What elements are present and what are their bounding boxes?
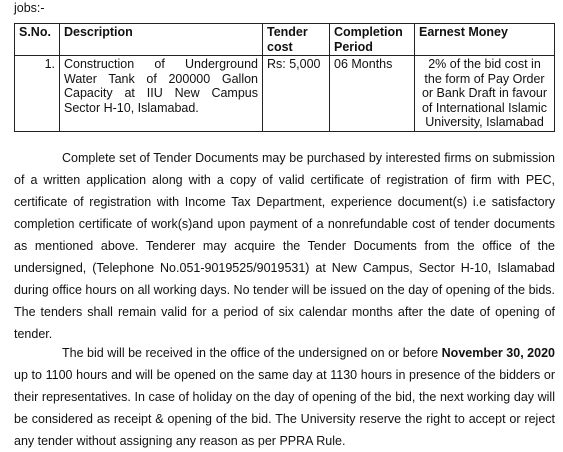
table-header-row xyxy=(15,24,555,56)
bid-submission-paragraph xyxy=(14,342,555,452)
header-completion-period: Completion Period xyxy=(330,24,415,56)
cell-description: Construction of Underground Water Tank of 200000 Gallon Capacity at IIU New Campus Sector H-10, Islamabad. xyxy=(60,56,263,132)
table-row xyxy=(15,56,555,132)
bid-details-text: up to 1100 hours and will be opened on the same day at 1130 hours in presence of the bidders or their representatives. In case of holiday on the day of opening of the bid, the next working day will be considered as receipt & opening of the bid. The University reserve the right to accept or reject any tender without assigning any reason as per PPRA Rule. xyxy=(14,368,555,448)
tender-table xyxy=(14,23,555,132)
tender-documents-paragraph: Complete set of Tender Documents may be purchased by interested firms on submission of a written application along with a copy of valid certificate of registration of firm with PEC, certificate of registration with Income Tax Department, experience document(s) i.e satisfactory completion certificate of work(s)and upon payment of a nonrefundable cost of tender documents as mentioned above. Tenderer may acquire the Tender Documents from the office of the undersigned, (Telephone No.051-9019525/9019531) at New Campus, Sector H-10, Islamabad during office hours on all working days. No tender will be issued on the day of opening of the bids. The tenders shall remain valid for a period of six calendar months after the date of opening of tender. xyxy=(14,151,555,341)
bid-intro-text: The bid will be received in the office of the undersigned on or before xyxy=(62,346,442,360)
cell-sno: 1. xyxy=(15,56,60,132)
cell-tender-cost: Rs: 5,000 xyxy=(263,56,330,132)
cell-completion-period: 06 Months xyxy=(330,56,415,132)
cell-earnest-money: 2% of the bid cost in the form of Pay Order or Bank Draft in favour of International Islamic University, Islamabad xyxy=(415,56,555,132)
header-earnest-money: Earnest Money xyxy=(415,24,555,56)
header-sno: S.No. xyxy=(15,24,60,56)
bid-deadline-date: November 30, 2020 xyxy=(441,346,555,360)
header-description: Description xyxy=(60,24,263,56)
intro-text: jobs:- xyxy=(14,1,45,15)
header-tender-cost: Tender cost xyxy=(263,24,330,56)
